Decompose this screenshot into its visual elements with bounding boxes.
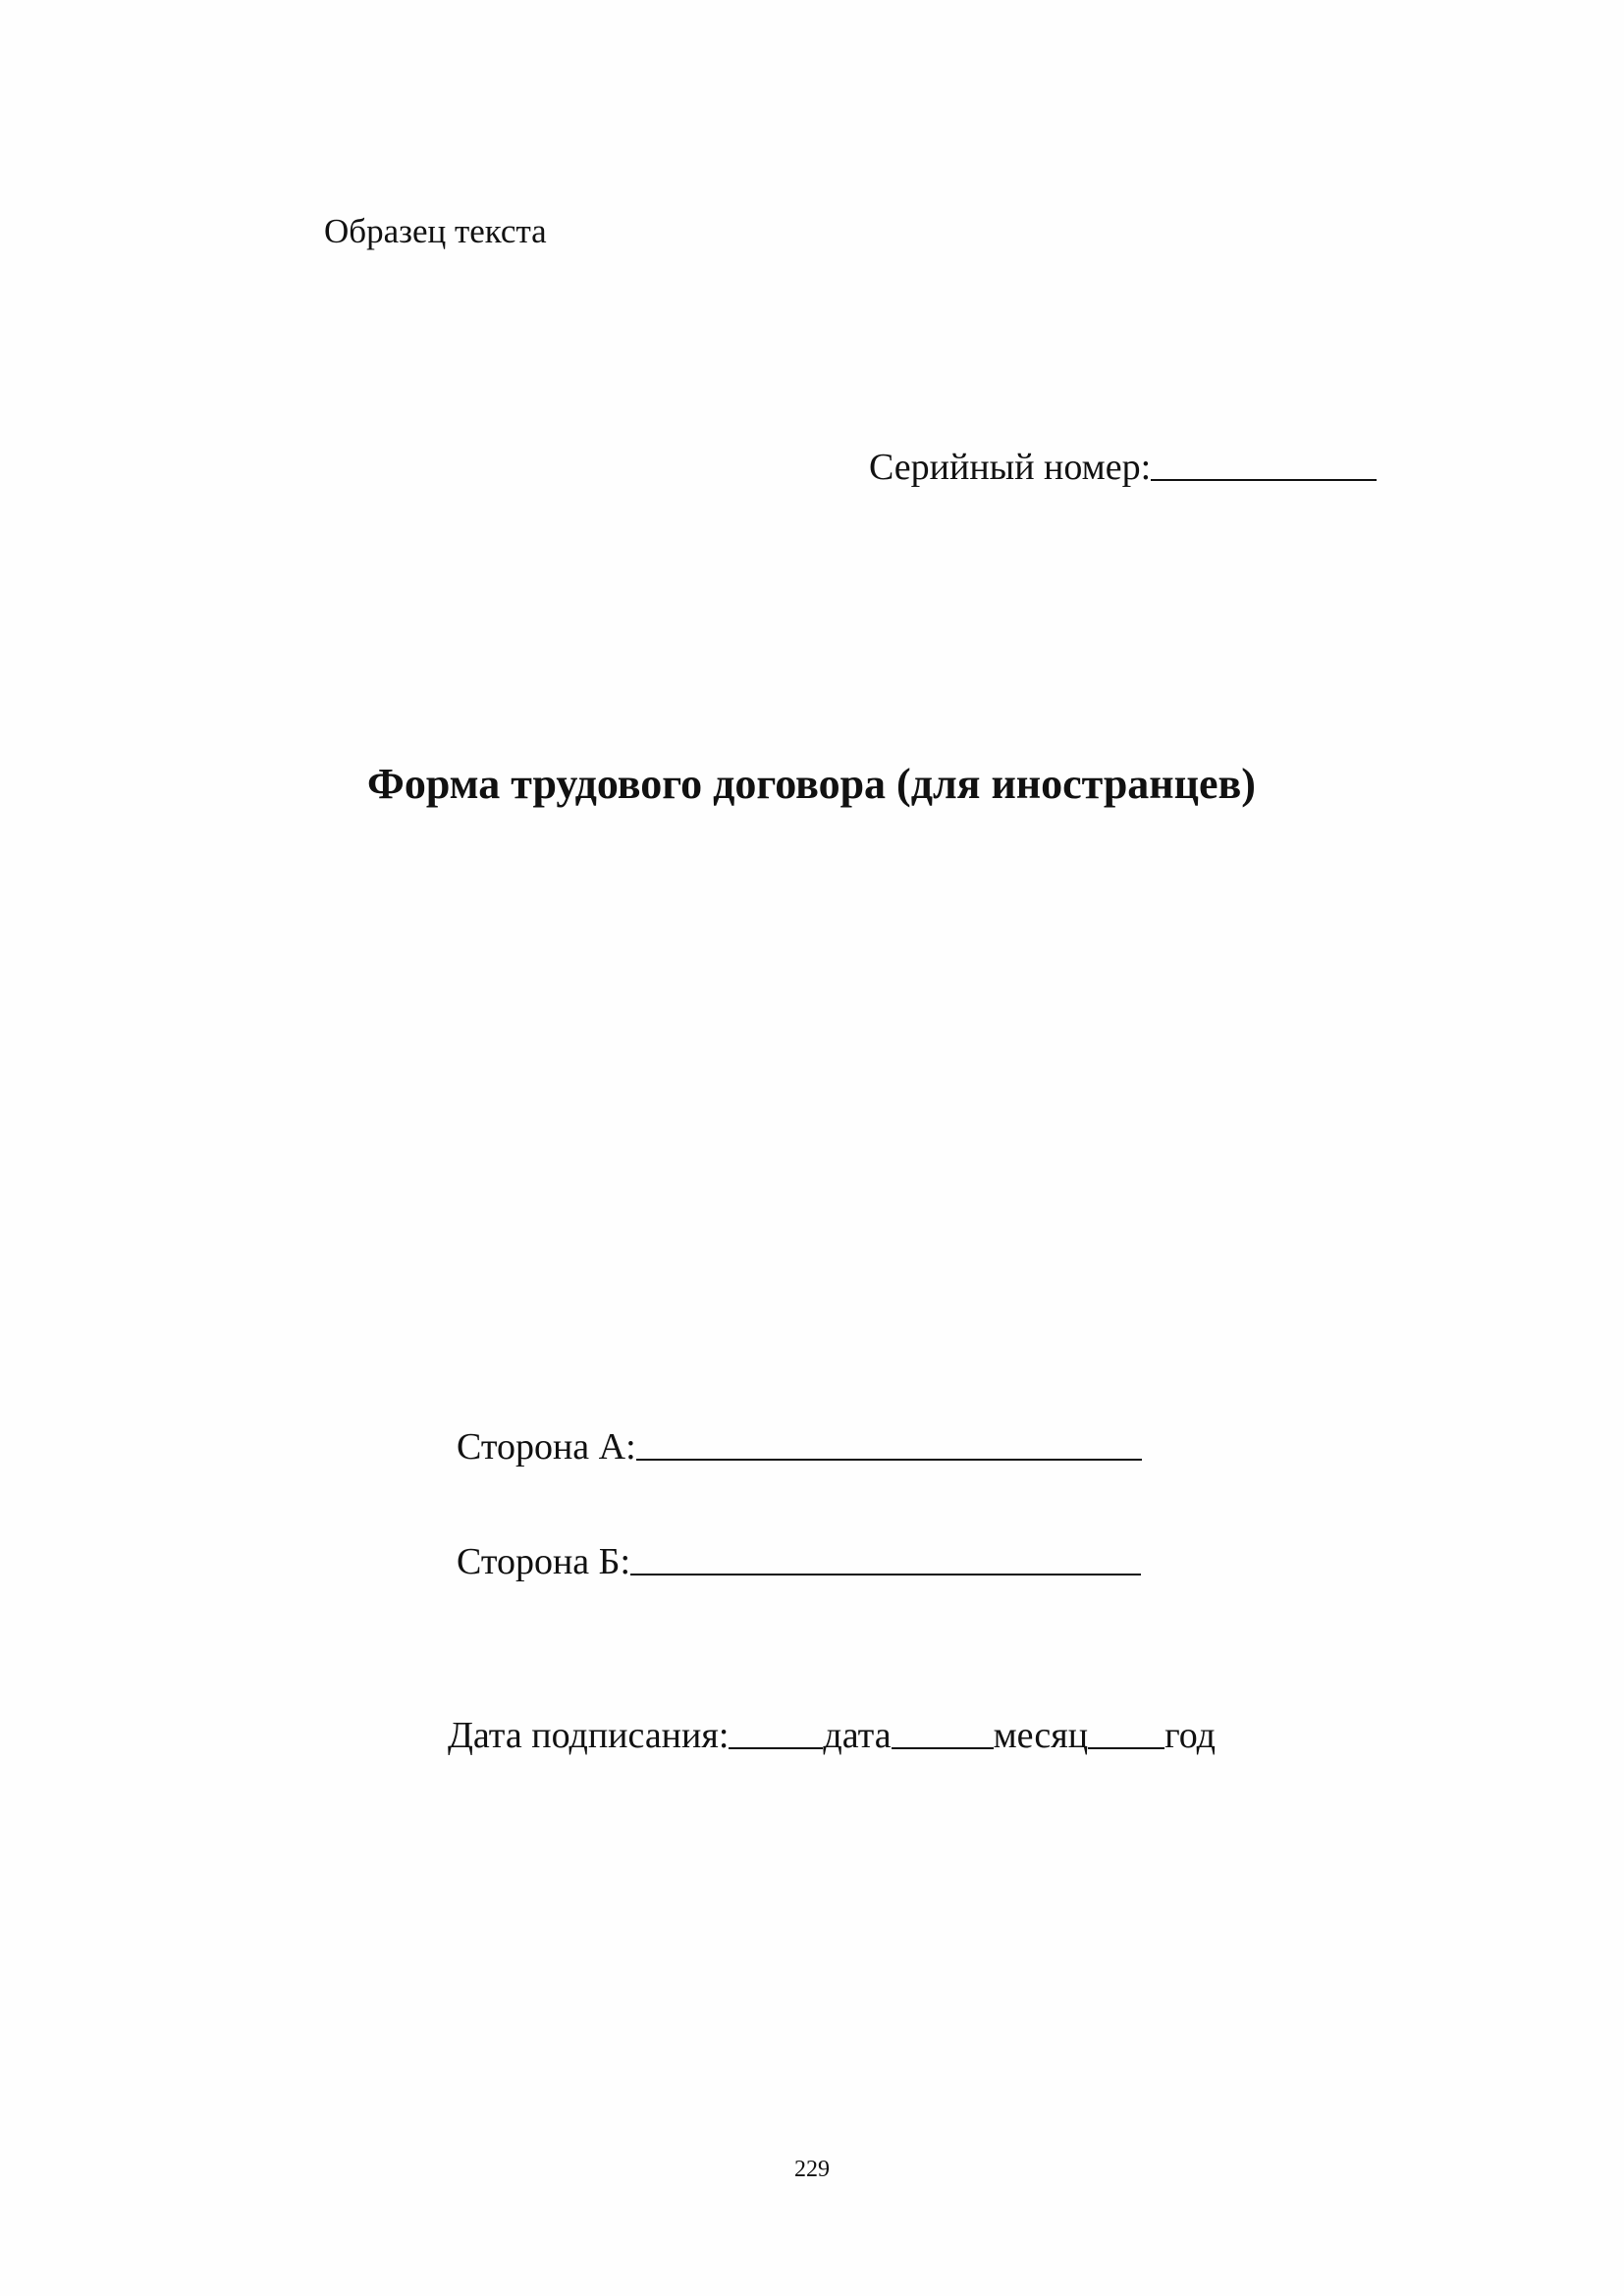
serial-number-field xyxy=(869,444,1377,486)
party-a-blank xyxy=(636,1425,1142,1461)
signing-month-word: месяц xyxy=(993,1715,1089,1756)
serial-number-label: Серийный номер: xyxy=(869,447,1152,488)
party-a-label: Сторона А: xyxy=(457,1426,636,1468)
party-b-blank xyxy=(630,1540,1141,1575)
document-title-text: Форма трудового договора (для иностранцев) xyxy=(367,760,1256,808)
party-b-field xyxy=(457,1538,1141,1580)
signing-date-field xyxy=(448,1712,1216,1754)
signing-date-word: дата xyxy=(823,1715,892,1756)
party-a-field xyxy=(457,1423,1142,1466)
page-number: 229 xyxy=(794,2157,830,2182)
document-title xyxy=(0,760,1624,808)
signing-year-blank xyxy=(1088,1714,1164,1749)
party-b-label: Сторона Б: xyxy=(457,1541,631,1582)
serial-number-blank xyxy=(1151,446,1377,481)
signing-year-word: год xyxy=(1164,1715,1216,1756)
signing-date-label: Дата подписания: xyxy=(448,1715,730,1756)
signing-month-blank xyxy=(892,1714,994,1749)
sample-text-label: Образец текста xyxy=(324,212,547,250)
signing-day-blank xyxy=(729,1714,823,1749)
